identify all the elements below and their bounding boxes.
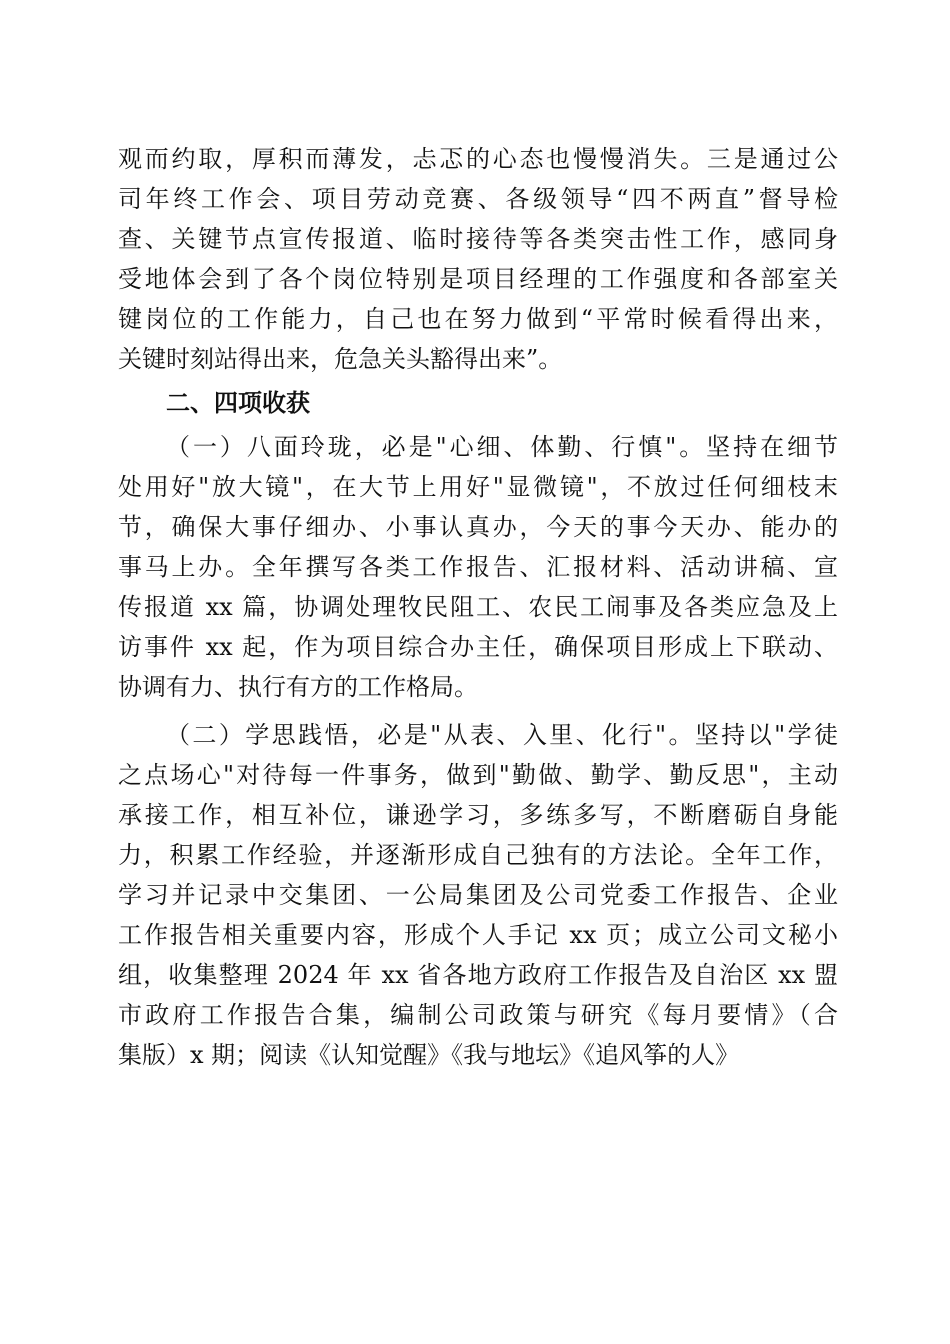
document-body <box>118 139 838 1075</box>
paragraph-line: 司年终工作会、项目劳动竞赛、各级领导“四不两直”督导检 <box>118 185 838 213</box>
intro-paragraph <box>118 139 838 379</box>
paragraph-line: 之点场心"对待每一件事务，做到"勤做、勤学、勤反思"，主动 <box>118 761 838 789</box>
paragraph-line: 访事件 xx 起，作为项目综合办主任，确保项目形成上下联动、 <box>118 633 838 661</box>
paragraph-one <box>118 427 838 707</box>
paragraph-line: 承接工作，相互补位，谦逊学习，多练多写，不断磨砺自身能 <box>118 801 838 829</box>
paragraph-line: （一）八面玲珑，必是"心细、体勤、行慎"。坚持在细节 <box>166 433 838 461</box>
section-heading: 二、四项收获 <box>166 389 310 417</box>
paragraph-line: 事马上办。全年撰写各类工作报告、汇报材料、活动讲稿、宣 <box>118 553 838 581</box>
paragraph-line: 受地体会到了各个岗位特别是项目经理的工作强度和各部室关 <box>118 265 838 293</box>
paragraph-line: 协调有力、执行有方的工作格局。 <box>118 673 478 701</box>
paragraph-line: 力，积累工作经验，并逐渐形成自己独有的方法论。全年工作， <box>118 841 838 869</box>
paragraph-line: 关键时刻站得出来，危急关头豁得出来”。 <box>118 345 563 373</box>
paragraph-line: （二）学思践悟，必是"从表、入里、化行"。坚持以"学徒 <box>166 721 838 749</box>
paragraph-line: 集版）x 期；阅读《认知觉醒》《我与地坛》《追风筝的人》 <box>118 1041 740 1069</box>
paragraph-two <box>118 715 838 1075</box>
paragraph-line: 节，确保大事仔细办、小事认真办，今天的事今天办、能办的 <box>118 513 838 541</box>
paragraph-line: 组，收集整理 2024 年 xx 省各地方政府工作报告及自治区 xx 盟 <box>118 961 838 989</box>
paragraph-line: 工作报告相关重要内容，形成个人手记 xx 页；成立公司文秘小 <box>118 921 838 949</box>
paragraph-line: 处用好"放大镜"，在大节上用好"显微镜"，不放过任何细枝末 <box>118 473 838 501</box>
paragraph-line: 键岗位的工作能力，自己也在努力做到“平常时候看得出来， <box>118 305 838 333</box>
paragraph-line: 学习并记录中交集团、一公局集团及公司党委工作报告、企业 <box>118 881 838 909</box>
paragraph-line: 传报道 xx 篇，协调处理牧民阻工、农民工闹事及各类应急及上 <box>118 593 838 621</box>
paragraph-line: 观而约取，厚积而薄发，忐忑的心态也慢慢消失。三是通过公 <box>118 145 838 173</box>
paragraph-line: 查、关键节点宣传报道、临时接待等各类突击性工作，感同身 <box>118 225 838 253</box>
paragraph-line: 市政府工作报告合集，编制公司政策与研究《每月要情》（合 <box>118 1001 838 1029</box>
